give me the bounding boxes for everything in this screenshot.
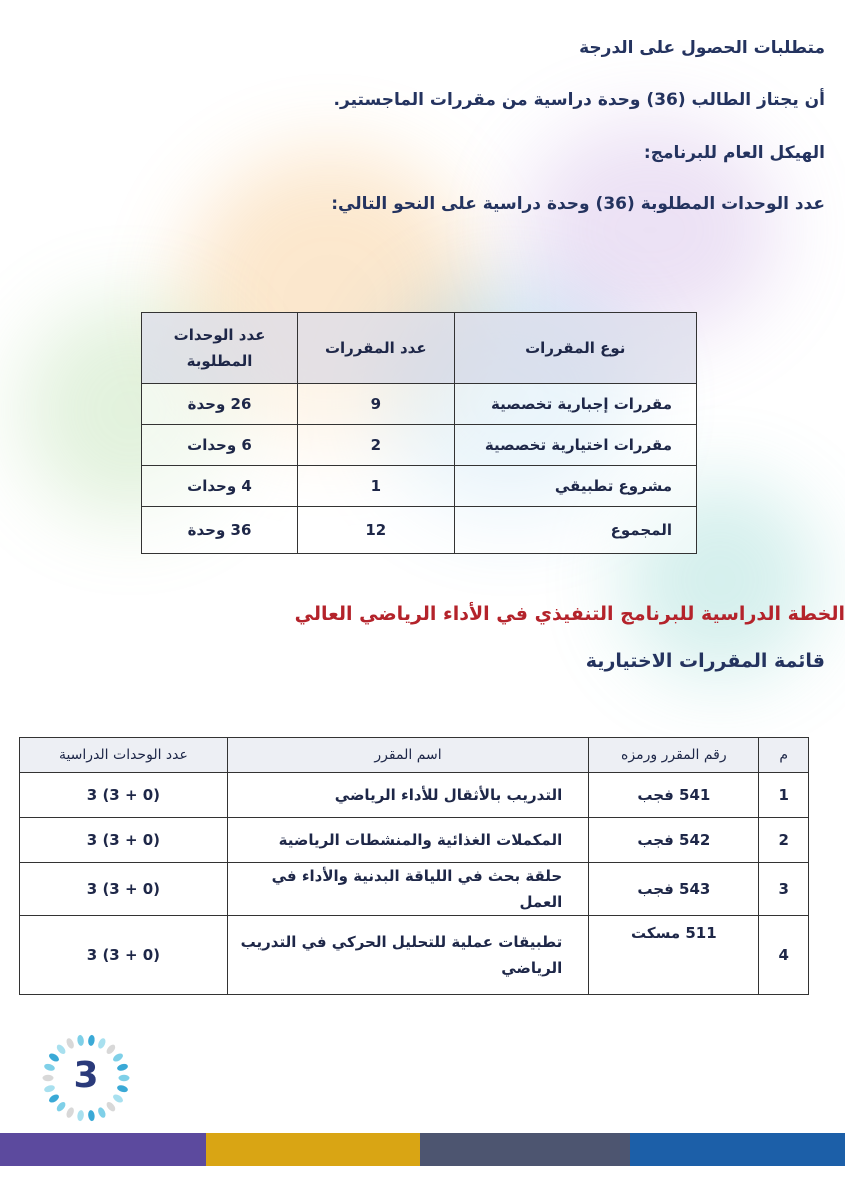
table-row-total bbox=[142, 507, 697, 554]
ring-dot bbox=[112, 1093, 125, 1104]
ring-dot bbox=[97, 1037, 107, 1050]
ring-dot bbox=[65, 1106, 75, 1119]
ring-dot bbox=[87, 1034, 95, 1046]
header-course-name: اسم المقرر bbox=[227, 738, 588, 773]
cell-course-name: تطبيقات عملية للتحليل الحركي في التدريب الرياضي bbox=[227, 916, 588, 995]
table-row bbox=[20, 863, 809, 916]
ring-dot bbox=[43, 1084, 55, 1093]
cell-total-count: 12 bbox=[298, 507, 455, 554]
cell-course-code: 511 مسكت bbox=[589, 916, 759, 995]
ring-dot bbox=[116, 1084, 128, 1093]
cell-study-units: 3 (3 + 0) bbox=[20, 916, 228, 995]
requirement-line: أن يجتاز الطالب (36) وحدة دراسية من مقررات الماجستير. bbox=[333, 90, 825, 110]
table-row bbox=[20, 916, 809, 995]
electives-heading: قائمة المقررات الاختيارية bbox=[585, 650, 825, 672]
ring-dot bbox=[112, 1052, 125, 1063]
cell-total-label: المجموع bbox=[454, 507, 696, 554]
ring-dot bbox=[65, 1037, 75, 1050]
ring-dot bbox=[55, 1043, 67, 1056]
cell-index: 2 bbox=[759, 818, 809, 863]
table-row bbox=[20, 773, 809, 818]
cell-course-count: 2 bbox=[298, 425, 455, 466]
ring-dot bbox=[77, 1110, 85, 1122]
cell-study-units: 3 (3 + 0) bbox=[20, 818, 228, 863]
ring-dot bbox=[97, 1106, 107, 1119]
ring-dot bbox=[119, 1075, 130, 1081]
units-line: عدد الوحدات المطلوبة (36) وحدة دراسية على النحو التالي: bbox=[331, 194, 825, 214]
ring-dot bbox=[43, 1075, 54, 1081]
table-row bbox=[20, 818, 809, 863]
page-number: 3 bbox=[73, 1055, 99, 1096]
footer-bar-purple bbox=[0, 1133, 206, 1166]
cell-index: 1 bbox=[759, 773, 809, 818]
ring-dot bbox=[116, 1063, 128, 1072]
header-course-type: نوع المقررات bbox=[454, 313, 696, 384]
header-study-units: عدد الوحدات الدراسية bbox=[20, 738, 228, 773]
summary-table bbox=[141, 312, 697, 554]
footer-bar-blue bbox=[630, 1133, 845, 1166]
requirements-heading: متطلبات الحصول على الدرجة bbox=[579, 38, 825, 58]
ring-dot bbox=[48, 1052, 61, 1063]
header-course-code: رقم المقرر ورمزه bbox=[589, 738, 759, 773]
cell-total-units: 36 وحدة bbox=[142, 507, 298, 554]
cell-course-code: 543 فجب bbox=[589, 863, 759, 916]
plan-heading: الخطة الدراسية للبرنامج التنفيذي في الأداء الرياضي العالي bbox=[294, 603, 845, 625]
cell-course-type: مشروع تطبيقي bbox=[454, 466, 696, 507]
table-row bbox=[142, 425, 697, 466]
table-row bbox=[142, 384, 697, 425]
ring-dot bbox=[87, 1110, 95, 1122]
cell-course-name: حلقة بحث في اللياقة البدنية والأداء في العمل bbox=[227, 863, 588, 916]
ring-dot bbox=[77, 1034, 85, 1046]
cell-required-units: 26 وحدة bbox=[142, 384, 298, 425]
cell-course-name: المكملات الغذائية والمنشطات الرياضية bbox=[227, 818, 588, 863]
cell-index: 3 bbox=[759, 863, 809, 916]
cell-course-type: مقررات اختيارية تخصصية bbox=[454, 425, 696, 466]
header-course-count: عدد المقررات bbox=[298, 313, 455, 384]
cell-required-units: 4 وحدات bbox=[142, 466, 298, 507]
ring-dot bbox=[48, 1093, 61, 1104]
ring-dot bbox=[43, 1063, 55, 1072]
cell-study-units: 3 (3 + 0) bbox=[20, 863, 228, 916]
cell-course-code: 542 فجب bbox=[589, 818, 759, 863]
electives-header-row bbox=[20, 738, 809, 773]
ring-dot bbox=[105, 1100, 117, 1113]
footer-bar-gold bbox=[206, 1133, 420, 1166]
cell-course-name: التدريب بالأثقال للأداء الرياضي bbox=[227, 773, 588, 818]
footer-bar-slate bbox=[420, 1133, 630, 1166]
header-required-units: عدد الوحدات المطلوبة bbox=[142, 313, 298, 384]
cell-required-units: 6 وحدات bbox=[142, 425, 298, 466]
cell-course-code: 541 فجب bbox=[589, 773, 759, 818]
structure-heading: الهيكل العام للبرنامج: bbox=[643, 143, 825, 163]
ring-dot bbox=[105, 1043, 117, 1056]
ring-dot bbox=[55, 1100, 67, 1113]
cell-course-count: 1 bbox=[298, 466, 455, 507]
cell-course-type: مقررات إجبارية تخصصية bbox=[454, 384, 696, 425]
electives-table bbox=[19, 737, 809, 995]
table-row bbox=[142, 466, 697, 507]
header-index: م bbox=[759, 738, 809, 773]
cell-index: 4 bbox=[759, 916, 809, 995]
cell-study-units: 3 (3 + 0) bbox=[20, 773, 228, 818]
summary-header-row bbox=[142, 313, 697, 384]
cell-course-count: 9 bbox=[298, 384, 455, 425]
